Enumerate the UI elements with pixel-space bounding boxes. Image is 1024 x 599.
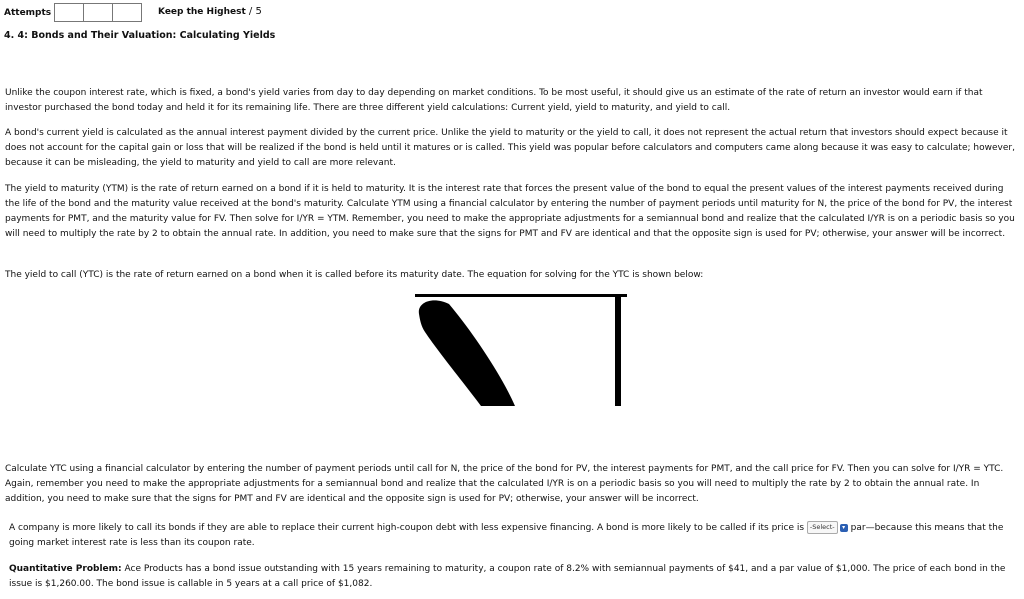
keep-fraction: / 5 <box>248 6 262 17</box>
ytc-formula-image <box>415 294 627 406</box>
paragraph-intro: Unlike the coupon interest rate, which is fixed, a bond's yield varies from day to day depending on market conditions. To be most useful, it should give us an estimate of the rate of return an investor would earn if that investor purchased the bond today and held it for its remaining life. There are three different yield calculations: Current yield, yield to maturity, and yield to call. <box>5 88 983 113</box>
quantitative-problem-text: Ace Products has a bond issue outstanding with 15 years remaining to maturity, a coupon rate of 8.2% with semiannual payments of $41, and a par value of $1,000. The price of each bond in the issue is $1,260.00. The bond issue is callable in 5 years at a call price of $1,082. <box>9 564 1006 589</box>
paragraph-ytm: The yield to maturity (YTM) is the rate of return earned on a bond if it is held to maturity. It is the interest rate that forces the present value of the bond to equal the present values of the interest payments received during the life of the bond and the maturity value received at the bond's maturity. Calculate YTM using a financial calculator by entering the number of payment periods until maturity for N, the price of the bond for PV, the interest payments for PMT, and the maturity value for FV. Then solve for I/YR = YTM. Remember, you need to make the appropriate adjustments for a semiannual bond and realize that the calculated I/YR is on a periodic basis so you will need to multiply the rate by 2 to obtain the annual rate. In addition, you need to make sure that the signs for PMT and FV are identical and that the opposite sign is used for PV; otherwise, your answer will be incorrect. <box>5 184 1015 239</box>
quantitative-problem-label: Quantitative Problem: <box>9 564 122 574</box>
attempt-box <box>113 4 141 21</box>
keep-highest <box>158 6 262 17</box>
paragraph-quantitative-problem <box>9 562 1019 592</box>
call-text-after: par—because this means that the going market interest rate is less than its coupon rate. <box>9 523 1004 548</box>
attempts-bar <box>4 3 142 22</box>
price-comparison-select[interactable]: -Select- <box>807 521 838 534</box>
paragraph-current-yield: A bond's current yield is calculated as the annual interest payment divided by the current price. Unlike the yield to maturity or the yield to call, it does not represent the actual return that investors should expect because it does not account for the capital gain or loss that will be realized if the bond is held until it matures or is called. This yield was popular before calculators and computers came along because it was easy to calculate; however, because it can be misleading, the yield to maturity and yield to call are more relevant. <box>5 128 1015 168</box>
paragraph-ytc-calc: Calculate YTC using a financial calculator by entering the number of payment periods until call for N, the price of the bond for PV, the interest payments for PMT, and the call price for FV. Then you can solve for I/YR = YTC. Again, remember you need to make the appropriate adjustments for a semiannual bond and realize that the calculated I/YR is on a periodic basis so you will need to multiply the rate by 2 to obtain the annual rate. In addition, you need to make sure that the signs for PMT and FV are identical and the opposite sign is used for PV; otherwise, your answer will be incorrect. <box>5 464 1004 504</box>
call-text-before: A company is more likely to call its bonds if they are able to replace their current high-coupon debt with less expensive financing. A bond is more likely to be called if its price is <box>9 523 805 533</box>
paragraph-call-likelihood <box>9 521 1019 551</box>
attempt-box <box>84 4 113 21</box>
paragraph-ytc-intro: The yield to call (YTC) is the rate of return earned on a bond when it is called before its maturity date. The equation for solving for the YTC is shown below: <box>5 270 704 280</box>
keep-label: Keep the Highest <box>158 7 246 17</box>
chevron-down-icon[interactable]: ▾ <box>840 524 848 532</box>
question-title: 4. 4: Bonds and Their Valuation: Calculating Yields <box>4 30 276 41</box>
attempt-box <box>55 4 84 21</box>
attempts-label: Attempts <box>4 7 52 18</box>
attempt-boxes <box>54 3 142 22</box>
